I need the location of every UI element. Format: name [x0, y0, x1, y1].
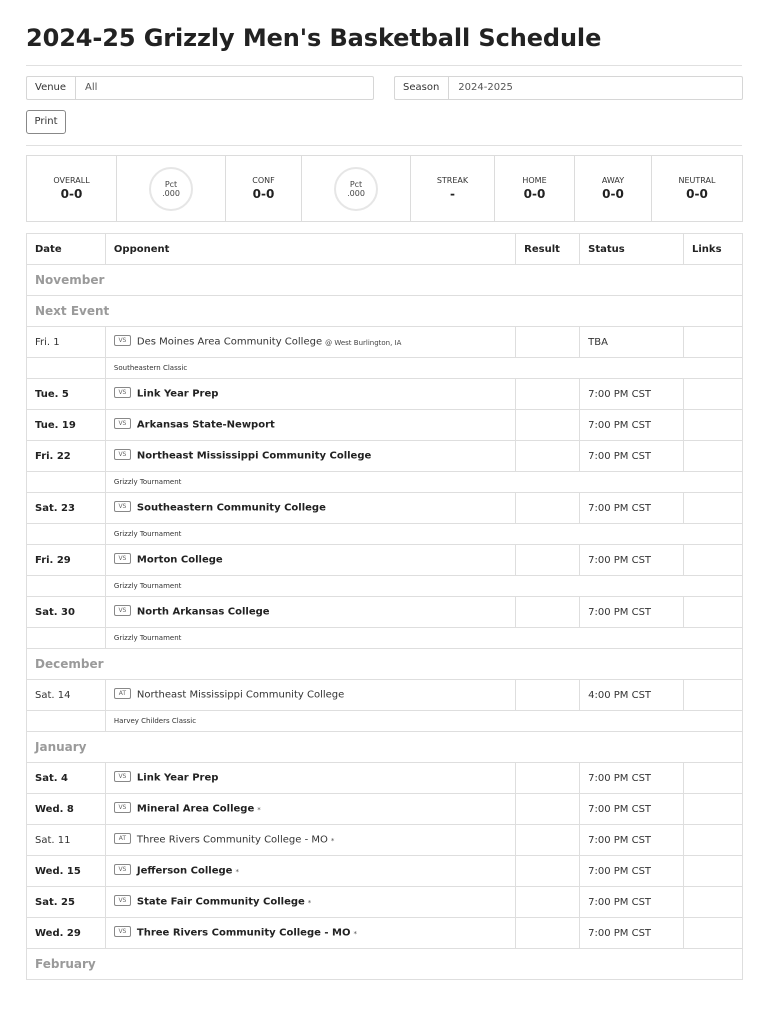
vs-badge: VS [114, 553, 131, 564]
month-label: November [27, 265, 743, 296]
conf-pct-label: Pct [349, 179, 363, 189]
neutral-record [652, 156, 742, 221]
opponent-name[interactable]: Southeastern Community College [136, 502, 326, 514]
game-result [516, 379, 580, 410]
page-title: 2024-25 Grizzly Men's Basketball Schedule [26, 24, 602, 52]
opponent-name[interactable]: Mineral Area College [136, 803, 255, 815]
opponent-name[interactable]: State Fair Community College [136, 896, 305, 908]
table-row[interactable] [27, 825, 743, 856]
game-opponent[interactable] [105, 545, 515, 576]
game-date: Sat. 4 [27, 763, 106, 794]
month-label: January [27, 732, 743, 763]
game-links [684, 825, 743, 856]
conference-marker: * [353, 929, 357, 938]
note-row [27, 358, 743, 379]
table-header-row [27, 234, 743, 265]
overall-pct-value: .000 [162, 188, 180, 198]
col-header-date: Date [27, 234, 106, 265]
season-filter-value[interactable]: 2024-2025 [458, 82, 513, 93]
vs-badge: VS [114, 449, 131, 460]
game-links [684, 493, 743, 524]
next-event-label: Next Event [27, 296, 743, 327]
home-record [495, 156, 575, 221]
table-row[interactable] [27, 545, 743, 576]
game-opponent[interactable] [105, 441, 515, 472]
game-result [516, 597, 580, 628]
game-links [684, 918, 743, 949]
month-row [27, 949, 743, 980]
opponent-name[interactable]: Northeast Mississippi Community College [136, 689, 345, 701]
table-row[interactable] [27, 410, 743, 441]
game-opponent[interactable] [105, 794, 515, 825]
game-result [516, 493, 580, 524]
game-note: Grizzly Tournament [105, 524, 742, 545]
overall-pct-label: Pct [164, 179, 178, 189]
col-header-opponent: Opponent [105, 234, 515, 265]
game-note: Southeastern Classic [105, 358, 742, 379]
game-date: Wed. 29 [27, 918, 106, 949]
game-links [684, 441, 743, 472]
vs-badge: VS [114, 418, 131, 429]
game-opponent[interactable] [105, 918, 515, 949]
game-opponent[interactable] [105, 856, 515, 887]
game-opponent[interactable] [105, 327, 515, 358]
game-links [684, 545, 743, 576]
game-links [684, 763, 743, 794]
game-result [516, 918, 580, 949]
divider [26, 145, 742, 146]
month-row [27, 296, 743, 327]
game-note: Grizzly Tournament [105, 628, 742, 649]
table-row[interactable] [27, 597, 743, 628]
overall-record [27, 156, 117, 221]
opponent-name[interactable]: Morton College [136, 554, 223, 566]
game-result [516, 441, 580, 472]
at-badge: AT [114, 688, 131, 699]
game-status: TBA [580, 327, 684, 358]
neutral-record-value: 0-0 [686, 187, 708, 201]
conference-marker: * [257, 805, 261, 814]
conf-pct [302, 156, 411, 221]
opponent-name[interactable]: Northeast Mississippi Community College [136, 450, 372, 462]
game-date: Wed. 15 [27, 856, 106, 887]
divider [26, 65, 742, 66]
month-row [27, 265, 743, 296]
game-date: Fri. 22 [27, 441, 106, 472]
note-row [27, 576, 743, 597]
season-filter[interactable] [394, 76, 743, 100]
game-date: Fri. 29 [27, 545, 106, 576]
vs-badge: VS [114, 605, 131, 616]
away-record-value: 0-0 [602, 187, 624, 201]
vs-badge: VS [114, 926, 131, 937]
game-status: 7:00 PM CST [580, 379, 684, 410]
streak-value: - [450, 187, 455, 201]
game-note: Grizzly Tournament [105, 576, 742, 597]
game-links [684, 794, 743, 825]
vs-badge: VS [114, 771, 131, 782]
print-button[interactable]: Print [26, 110, 66, 134]
vs-badge: VS [114, 501, 131, 512]
game-links [684, 410, 743, 441]
streak [411, 156, 495, 221]
game-status: 7:00 PM CST [580, 918, 684, 949]
home-record-value: 0-0 [523, 187, 546, 201]
game-status: 7:00 PM CST [580, 825, 684, 856]
vs-badge: VS [114, 387, 131, 398]
at-badge: AT [114, 833, 131, 844]
record-summary [26, 155, 743, 222]
game-note: Harvey Childers Classic [105, 711, 742, 732]
game-result [516, 545, 580, 576]
game-links [684, 856, 743, 887]
game-date: Tue. 5 [27, 379, 106, 410]
game-date: Sat. 14 [27, 680, 106, 711]
game-date: Sat. 30 [27, 597, 106, 628]
game-status: 7:00 PM CST [580, 597, 684, 628]
overall-pct [117, 156, 226, 221]
table-row[interactable] [27, 887, 743, 918]
game-result [516, 410, 580, 441]
game-status: 7:00 PM CST [580, 410, 684, 441]
overall-pct-ring [149, 167, 193, 211]
game-status: 7:00 PM CST [580, 887, 684, 918]
opponent-name[interactable]: Des Moines Area Community College [136, 336, 323, 348]
game-links [684, 887, 743, 918]
opponent-name[interactable]: Link Year Prep [136, 772, 219, 784]
game-date: Fri. 1 [27, 327, 106, 358]
venue-filter-label: Venue [27, 77, 76, 99]
conf-pct-ring [334, 167, 378, 211]
game-result [516, 327, 580, 358]
table-row[interactable] [27, 680, 743, 711]
game-status: 7:00 PM CST [580, 545, 684, 576]
away-record [575, 156, 652, 221]
game-date: Sat. 11 [27, 825, 106, 856]
note-row [27, 472, 743, 493]
overall-record-value: 0-0 [60, 187, 83, 201]
game-status: 7:00 PM CST [580, 794, 684, 825]
game-links [684, 379, 743, 410]
venue-filter[interactable] [26, 76, 374, 100]
game-status: 7:00 PM CST [580, 493, 684, 524]
opponent-name[interactable]: Three Rivers Community College - MO [136, 834, 328, 846]
vs-badge: VS [114, 335, 131, 346]
game-opponent[interactable] [105, 410, 515, 441]
game-status: 7:00 PM CST [580, 763, 684, 794]
home-record-label: HOME [522, 176, 547, 185]
month-label: February [27, 949, 743, 980]
game-opponent[interactable] [105, 763, 515, 794]
table-row[interactable] [27, 918, 743, 949]
game-links [684, 597, 743, 628]
opponent-name[interactable]: Arkansas State-Newport [136, 419, 275, 431]
game-date: Sat. 25 [27, 887, 106, 918]
vs-badge: VS [114, 802, 131, 813]
conf-record-value: 0-0 [252, 187, 275, 201]
game-result [516, 680, 580, 711]
note-row [27, 628, 743, 649]
season-filter-label: Season [395, 77, 449, 99]
venue-filter-value[interactable]: All [85, 82, 98, 93]
table-row[interactable] [27, 379, 743, 410]
game-status: 7:00 PM CST [580, 441, 684, 472]
table-row[interactable] [27, 327, 743, 358]
conference-marker: * [235, 867, 239, 876]
game-status: 7:00 PM CST [580, 856, 684, 887]
game-result [516, 825, 580, 856]
game-date: Wed. 8 [27, 794, 106, 825]
conf-record [226, 156, 302, 221]
vs-badge: VS [114, 864, 131, 875]
note-row [27, 524, 743, 545]
col-header-links: Links [684, 234, 743, 265]
note-row [27, 711, 743, 732]
conf-pct-value: .000 [347, 188, 365, 198]
month-row [27, 649, 743, 680]
game-opponent[interactable] [105, 825, 515, 856]
game-result [516, 763, 580, 794]
month-label: December [27, 649, 743, 680]
game-opponent[interactable] [105, 597, 515, 628]
table-row[interactable] [27, 441, 743, 472]
game-opponent[interactable] [105, 493, 515, 524]
col-header-status: Status [580, 234, 684, 265]
game-opponent[interactable] [105, 887, 515, 918]
game-note: Grizzly Tournament [105, 472, 742, 493]
overall-record-label: OVERALL [53, 176, 90, 185]
game-date: Sat. 23 [27, 493, 106, 524]
game-result [516, 794, 580, 825]
vs-badge: VS [114, 895, 131, 906]
table-row[interactable] [27, 493, 743, 524]
game-location: @ West Burlington, IA [325, 338, 402, 347]
month-row [27, 732, 743, 763]
conference-marker: * [307, 898, 312, 907]
neutral-record-label: NEUTRAL [678, 176, 716, 185]
opponent-name[interactable]: Three Rivers Community College - MO [136, 927, 351, 939]
conference-marker: * [330, 836, 335, 845]
table-row[interactable] [27, 763, 743, 794]
game-result [516, 856, 580, 887]
game-opponent[interactable] [105, 680, 515, 711]
opponent-name[interactable]: North Arkansas College [136, 606, 270, 618]
game-links [684, 327, 743, 358]
game-date: Tue. 19 [27, 410, 106, 441]
streak-label: STREAK [436, 176, 469, 185]
game-result [516, 887, 580, 918]
conf-record-label: CONF [252, 176, 275, 185]
col-header-result: Result [516, 234, 580, 265]
opponent-name[interactable]: Jefferson College [136, 865, 233, 877]
game-status: 4:00 PM CST [580, 680, 684, 711]
table-row[interactable] [27, 794, 743, 825]
game-opponent[interactable] [105, 379, 515, 410]
away-record-label: AWAY [601, 176, 625, 185]
table-row[interactable] [27, 856, 743, 887]
schedule-table [26, 233, 743, 980]
game-links [684, 680, 743, 711]
opponent-name[interactable]: Link Year Prep [136, 388, 219, 400]
